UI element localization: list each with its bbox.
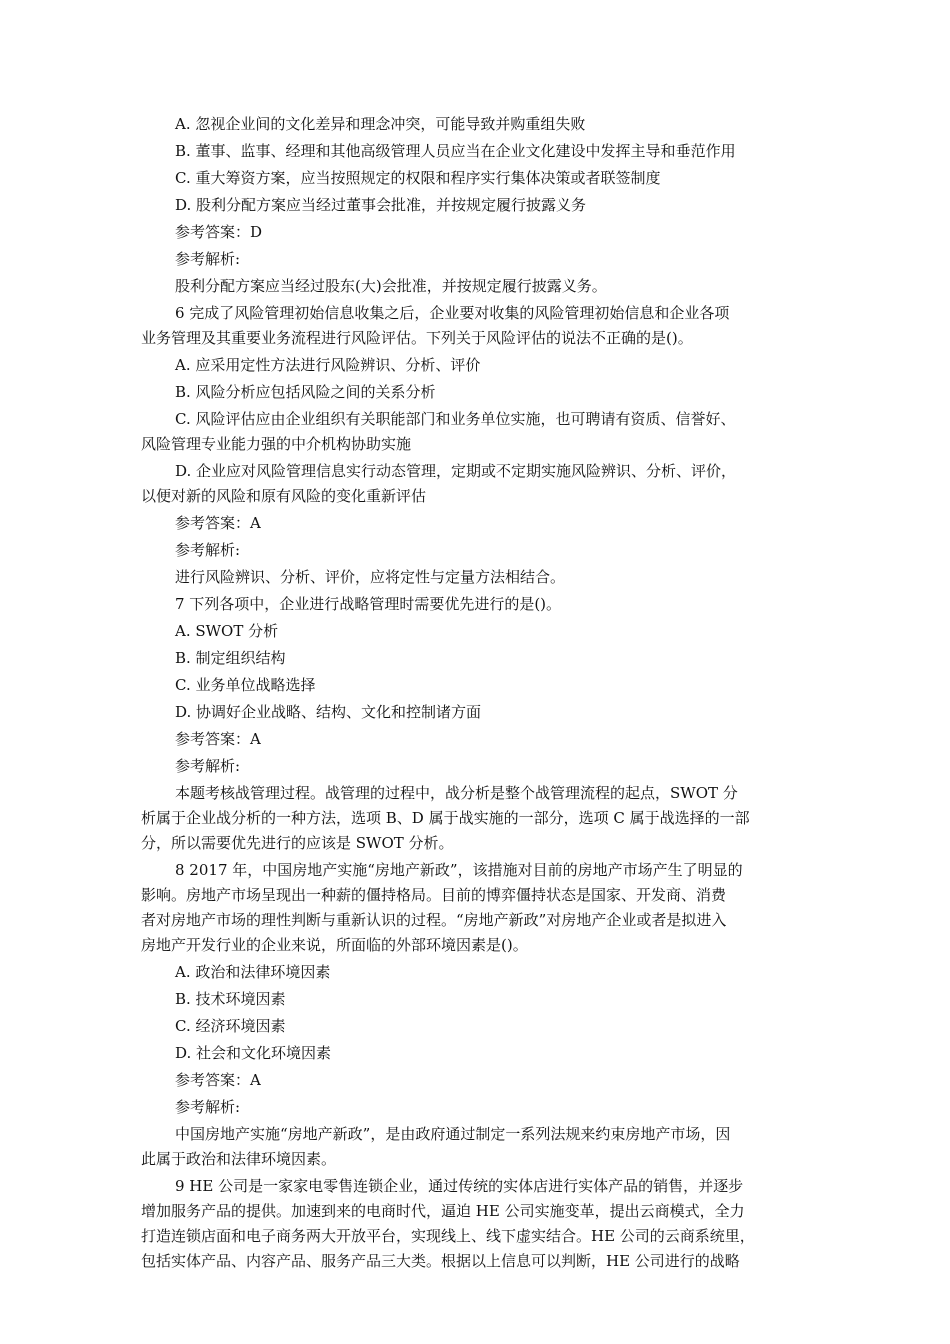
option-text: A. SWOT 分析: [175, 622, 279, 640]
option-text: C. 业务单位战略选择: [175, 676, 316, 694]
text-line: [141, 565, 815, 590]
paragraph: [141, 1174, 815, 1274]
paragraph-line: C. 风险评估应由企业组织有关职能部门和业务单位实施，也可聘请有资质、信誉好、: [175, 410, 736, 428]
paragraph-line: 9 HE 公司是一家家电零售连锁企业，通过传统的实体店进行实体产品的销售，并逐步: [175, 1177, 744, 1195]
paragraph-line: 增加服务产品的提供。加速到来的电商时代，逼迫 HE 公司实施变革，提出云商模式，全力: [141, 1202, 745, 1220]
line-text: 参考解析:: [175, 250, 241, 268]
paragraph-line: 8 2017 年，中国房地产实施“房地产新政”，该措施对目前的房地产市场产生了明显的: [175, 861, 743, 879]
paragraph-line: 风险管理专业能力强的中介机构协助实施: [141, 435, 412, 453]
paragraph: [141, 781, 815, 856]
answer-option: [141, 673, 815, 698]
paragraph-line: 6 完成了风险管理初始信息收集之后，企业要对收集的风险管理初始信息和企业各项: [175, 304, 730, 322]
option-text: D. 股利分配方案应当经过董事会批准，并按规定履行披露义务: [175, 196, 587, 214]
option-text: D. 协调好企业战略、结构、文化和控制诸方面: [175, 703, 482, 721]
paragraph: [141, 858, 815, 958]
paragraph: [141, 1122, 815, 1172]
line-text: 参考答案：A: [175, 514, 261, 532]
paragraph: [141, 301, 815, 351]
line-text: 参考解析:: [175, 1098, 241, 1116]
paragraph-line: 析属于企业战分析的一种方法，选项 B、D 属于战实施的一部分，选项 C 属于战选择的一部: [141, 809, 750, 827]
text-line: [141, 1095, 815, 1120]
line-text: 参考答案：A: [175, 1071, 261, 1089]
paragraph-line: 包括实体产品、内容产品、服务产品三大类。根据以上信息可以判断，HE 公司进行的战略: [141, 1252, 740, 1270]
option-text: A. 应采用定性方法进行风险辨识、分析、评价: [175, 356, 481, 374]
paragraph-line: 本题考核战管理过程。战管理的过程中，战分析是整个战管理流程的起点，SWOT 分: [175, 784, 738, 802]
option-text: A. 忽视企业间的文化差异和理念冲突，可能导致并购重组失败: [175, 115, 586, 133]
paragraph-line: 中国房地产实施“房地产新政”，是由政府通过制定一系列法规来约束房地产市场，因: [175, 1125, 731, 1143]
paragraph-line: 者对房地产市场的理性判断与重新认识的过程。“房地产新政”对房地产企业或者是拟进入: [141, 911, 727, 929]
answer-option: [141, 193, 815, 218]
line-text: 参考解析:: [175, 541, 241, 559]
option-text: B. 风险分析应包括风险之间的关系分析: [175, 383, 436, 401]
option-text: D. 社会和文化环境因素: [175, 1044, 332, 1062]
text-line: [141, 511, 815, 536]
answer-option: [141, 166, 815, 191]
answer-option: [141, 353, 815, 378]
answer-option: [141, 646, 815, 671]
option-text: C. 经济环境因素: [175, 1017, 286, 1035]
text-line: [141, 247, 815, 272]
line-text: 参考解析:: [175, 757, 241, 775]
line-text: 股利分配方案应当经过股东(大)会批准，并按规定履行披露义务。: [175, 277, 607, 295]
answer-option: [141, 960, 815, 985]
answer-option: [141, 619, 815, 644]
paragraph-line: 业务管理及其重要业务流程进行风险评估。下列关于风险评估的说法不正确的是()。: [141, 329, 693, 347]
answer-option: [141, 380, 815, 405]
line-text: 参考答案：D: [175, 223, 263, 241]
text-line: [141, 727, 815, 752]
paragraph: [141, 407, 815, 457]
answer-option: [141, 700, 815, 725]
answer-option: [141, 139, 815, 164]
paragraph-line: 影响。房地产市场呈现出一种薪的僵持格局。目前的博弈僵持状态是国家、开发商、消费: [141, 886, 727, 904]
paragraph-line: 以便对新的风险和原有风险的变化重新评估: [141, 487, 427, 505]
option-text: A. 政治和法律环境因素: [175, 963, 331, 981]
text-line: [141, 220, 815, 245]
text-line: [141, 1068, 815, 1093]
paragraph-line: 此属于政治和法律环境因素。: [141, 1150, 337, 1168]
option-text: B. 制定组织结构: [175, 649, 286, 667]
text-line: [141, 754, 815, 779]
text-line: [141, 274, 815, 299]
line-text: 进行风险辨识、分析、评价，应将定性与定量方法相结合。: [175, 568, 566, 586]
document-body: [141, 110, 815, 1274]
option-text: B. 董事、监事、经理和其他高级管理人员应当在企业文化建设中发挥主导和垂范作用: [175, 142, 736, 160]
line-text: 7 下列各项中，企业进行战略管理时需要优先进行的是()。: [175, 595, 562, 613]
line-text: 参考答案：A: [175, 730, 261, 748]
answer-option: [141, 987, 815, 1012]
text-line: [141, 538, 815, 563]
paragraph: [141, 459, 815, 509]
answer-option: [141, 112, 815, 137]
paragraph-line: 打造连锁店面和电子商务两大开放平台，实现线上、线下虚实结合。HE 公司的云商系统里，: [141, 1227, 755, 1245]
text-line: [141, 592, 815, 617]
paragraph-line: 分，所以需要优先进行的应该是 SWOT 分析。: [141, 834, 454, 852]
option-text: B. 技术环境因素: [175, 990, 286, 1008]
paragraph-line: 房地产开发行业的企业来说，所面临的外部环境因素是()。: [141, 936, 528, 954]
answer-option: [141, 1014, 815, 1039]
option-text: C. 重大筹资方案，应当按照规定的权限和程序实行集体决策或者联签制度: [175, 169, 661, 187]
answer-option: [141, 1041, 815, 1066]
paragraph-line: D. 企业应对风险管理信息实行动态管理，定期或不定期实施风险辨识、分析、评价，: [175, 462, 737, 480]
